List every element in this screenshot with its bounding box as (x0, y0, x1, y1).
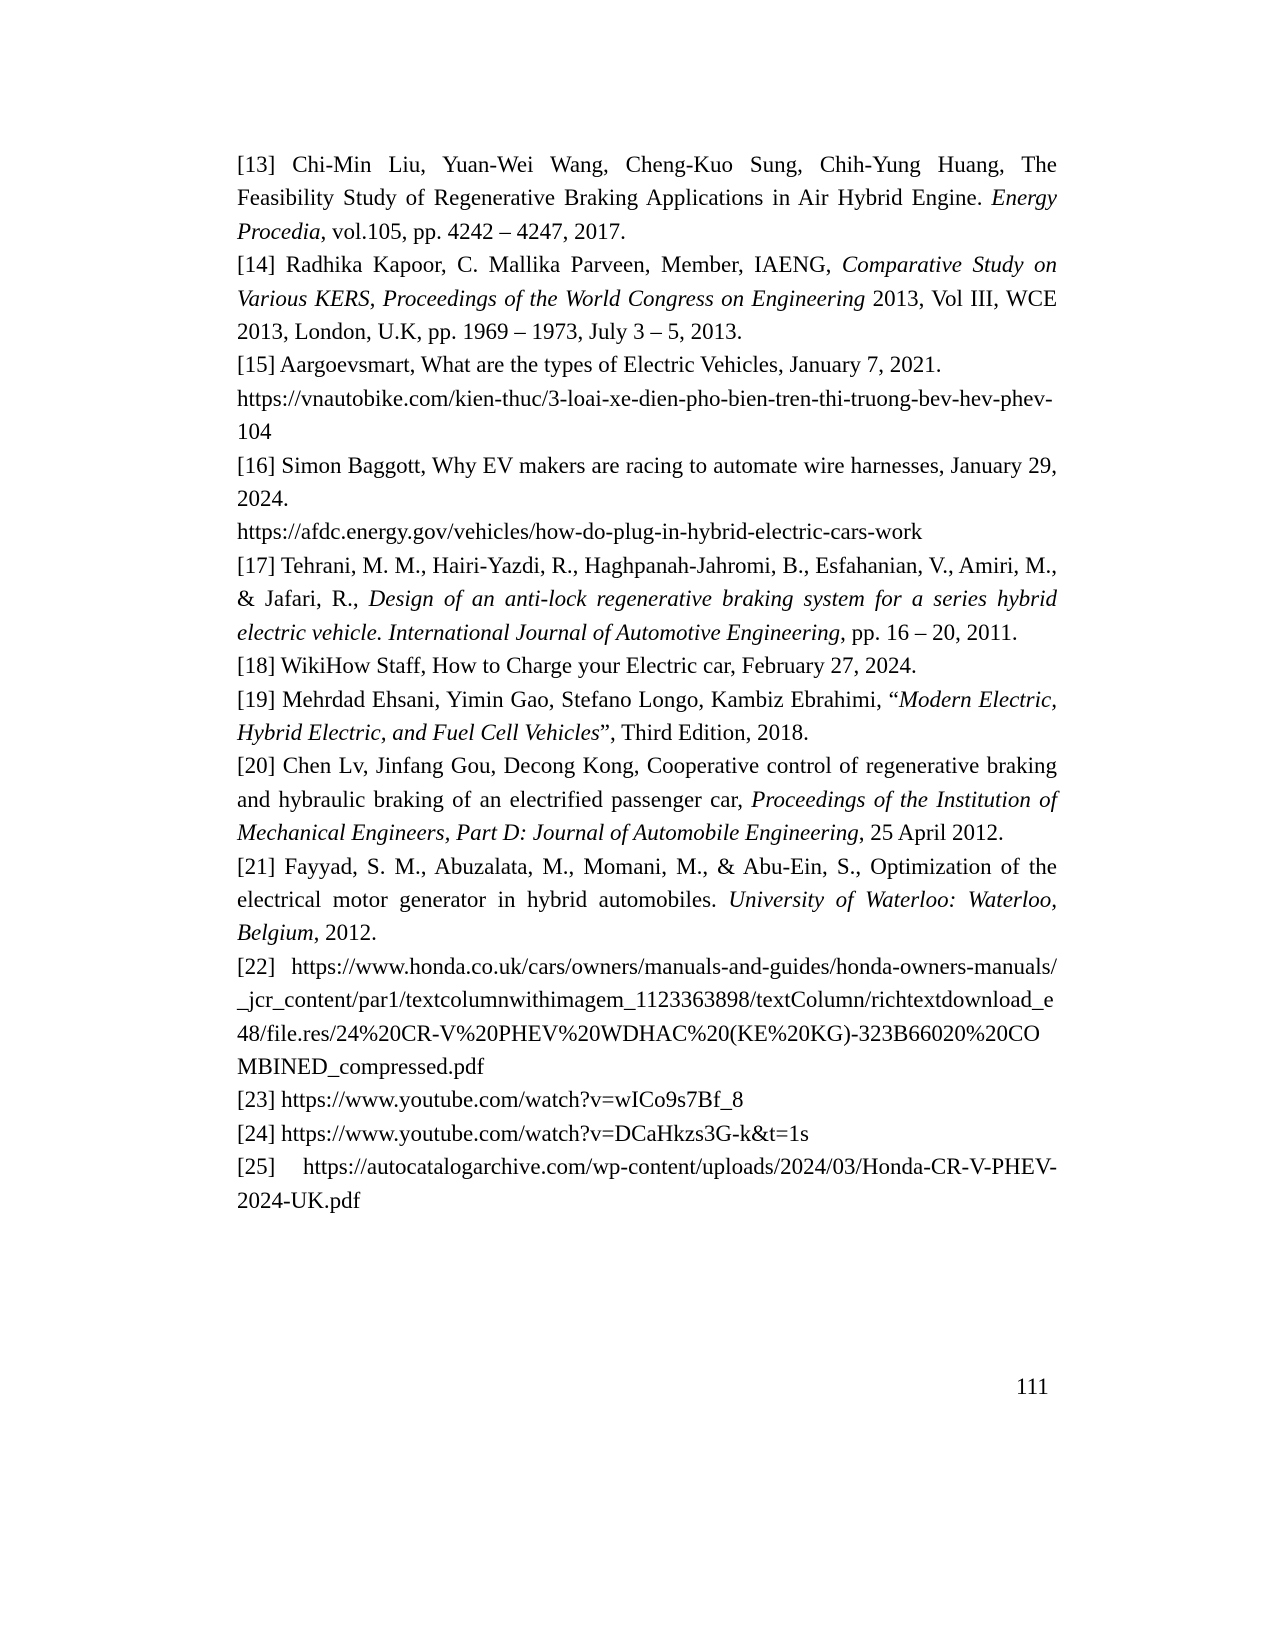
ref-segment: , pp. 16 – 20, 2011. (840, 619, 1018, 645)
ref-segment: [13] Chi-Min Liu, Yuan-Wei Wang, Cheng-Kuo Sung, Chih-Yung Huang, The Feasibility Study of Regenerative Braking Applications in Air Hybrid Engine. (237, 152, 1057, 211)
ref-url: [25] https://autocatalogarchive.com/wp-content/uploads/2024/03/Honda-CR-V-PHEV-2024-UK.pdf (237, 1154, 1057, 1213)
reference-18 (237, 649, 1057, 682)
ref-segment: [16] Simon Baggott, Why EV makers are racing to automate wire harnesses, January 29, 2024. (237, 452, 1057, 512)
ref-url: [22] https://www.honda.co.uk/cars/owners/manuals-and-guides/honda-owners-manuals/_jcr_content/par1/textcolumnwithimagem_1123363898/textColumn/richtextdownload_e48/file.res/24%20CR-V%20PHEV%20WDHAC%20(KE%20KG)-323B66020%20COMBINED_compressed.pdf (237, 953, 1057, 1079)
ref-segment-italic: Design of an anti-lock regenerative braking system for a series hybrid electric vehicle. International Journal of Automotive Engineering (237, 586, 1057, 645)
ref-segment-italic: Proceedings of the Institution of Mechanical Engineers, Part D: Journal of Automobile Engineering (237, 786, 1057, 846)
reference-24 (237, 1117, 1057, 1150)
ref-segment: [18] WikiHow Staff, How to Charge your Electric car, February 27, 2024. (237, 653, 917, 679)
page-number: 111 (1016, 1374, 1049, 1399)
ref-segment: [15] Aargoevsmart, What are the types of Electric Vehicles, January 7, 2021. (237, 352, 942, 378)
reference-25 (237, 1150, 1057, 1217)
reference-17 (237, 549, 1057, 649)
ref-segment: [14] Radhika Kapoor, C. Mallika Parveen, Member, IAENG, (237, 252, 842, 278)
reference-14 (237, 248, 1057, 348)
ref-url: https://vnautobike.com/kien-thuc/3-loai-xe-dien-pho-bien-tren-thi-truong-bev-hev-phev-104 (237, 385, 1053, 445)
references-list (237, 148, 1057, 1217)
reference-13 (237, 148, 1057, 248)
reference-22 (237, 950, 1057, 1084)
ref-segment: , 2012. (313, 920, 377, 946)
ref-segment-italic: University of Waterloo: Waterloo, Belgium (237, 886, 1057, 946)
reference-23 (237, 1083, 1057, 1116)
reference-20 (237, 749, 1057, 849)
ref-segment-italic: Energy Procedia (237, 185, 1057, 244)
ref-segment: ”, Third Edition, 2018. (599, 719, 809, 745)
ref-segment: [19] Mehrdad Ehsani, Yimin Gao, Stefano Longo, Kambiz Ebrahimi, “ (237, 686, 899, 712)
ref-segment: , 25 April 2012. (858, 820, 1004, 846)
ref-segment-italic: Comparative Study on Various KERS, Proceedings of the World Congress on Engineering (237, 252, 1057, 311)
ref-url: [24] https://www.youtube.com/watch?v=DCaHkzs3G-k&t=1s (237, 1120, 809, 1146)
ref-segment: 2013, Vol III, WCE 2013, London, U.K, pp. 1969 – 1973, July 3 – 5, 2013. (237, 285, 1057, 345)
reference-19 (237, 683, 1057, 750)
ref-segment: [20] Chen Lv, Jinfang Gou, Decong Kong, Cooperative control of regenerative braking and hybraulic braking of an electrified passenger car, (237, 753, 1057, 812)
ref-segment: [17] Tehrani, M. M., Hairi-Yazdi, R., Haghpanah-Jahromi, B., Esfahanian, V., Amiri, M., & Jafari, R., (237, 552, 1057, 612)
reference-16 (237, 449, 1057, 549)
ref-segment: [21] Fayyad, S. M., Abuzalata, M., Momani, M., & Abu-Ein, S., Optimization of the electrical motor generator in hybrid automobiles. (237, 853, 1057, 912)
reference-21 (237, 850, 1057, 950)
ref-url: [23] https://www.youtube.com/watch?v=wICo9s7Bf_8 (237, 1087, 744, 1113)
ref-url: https://afdc.energy.gov/vehicles/how-do-plug-in-hybrid-electric-cars-work (237, 519, 923, 545)
reference-15 (237, 348, 1057, 448)
ref-segment-italic: Modern Electric, Hybrid Electric, and Fuel Cell Vehicles (237, 686, 1057, 745)
ref-segment: , vol.105, pp. 4242 – 4247, 2017. (320, 218, 626, 244)
